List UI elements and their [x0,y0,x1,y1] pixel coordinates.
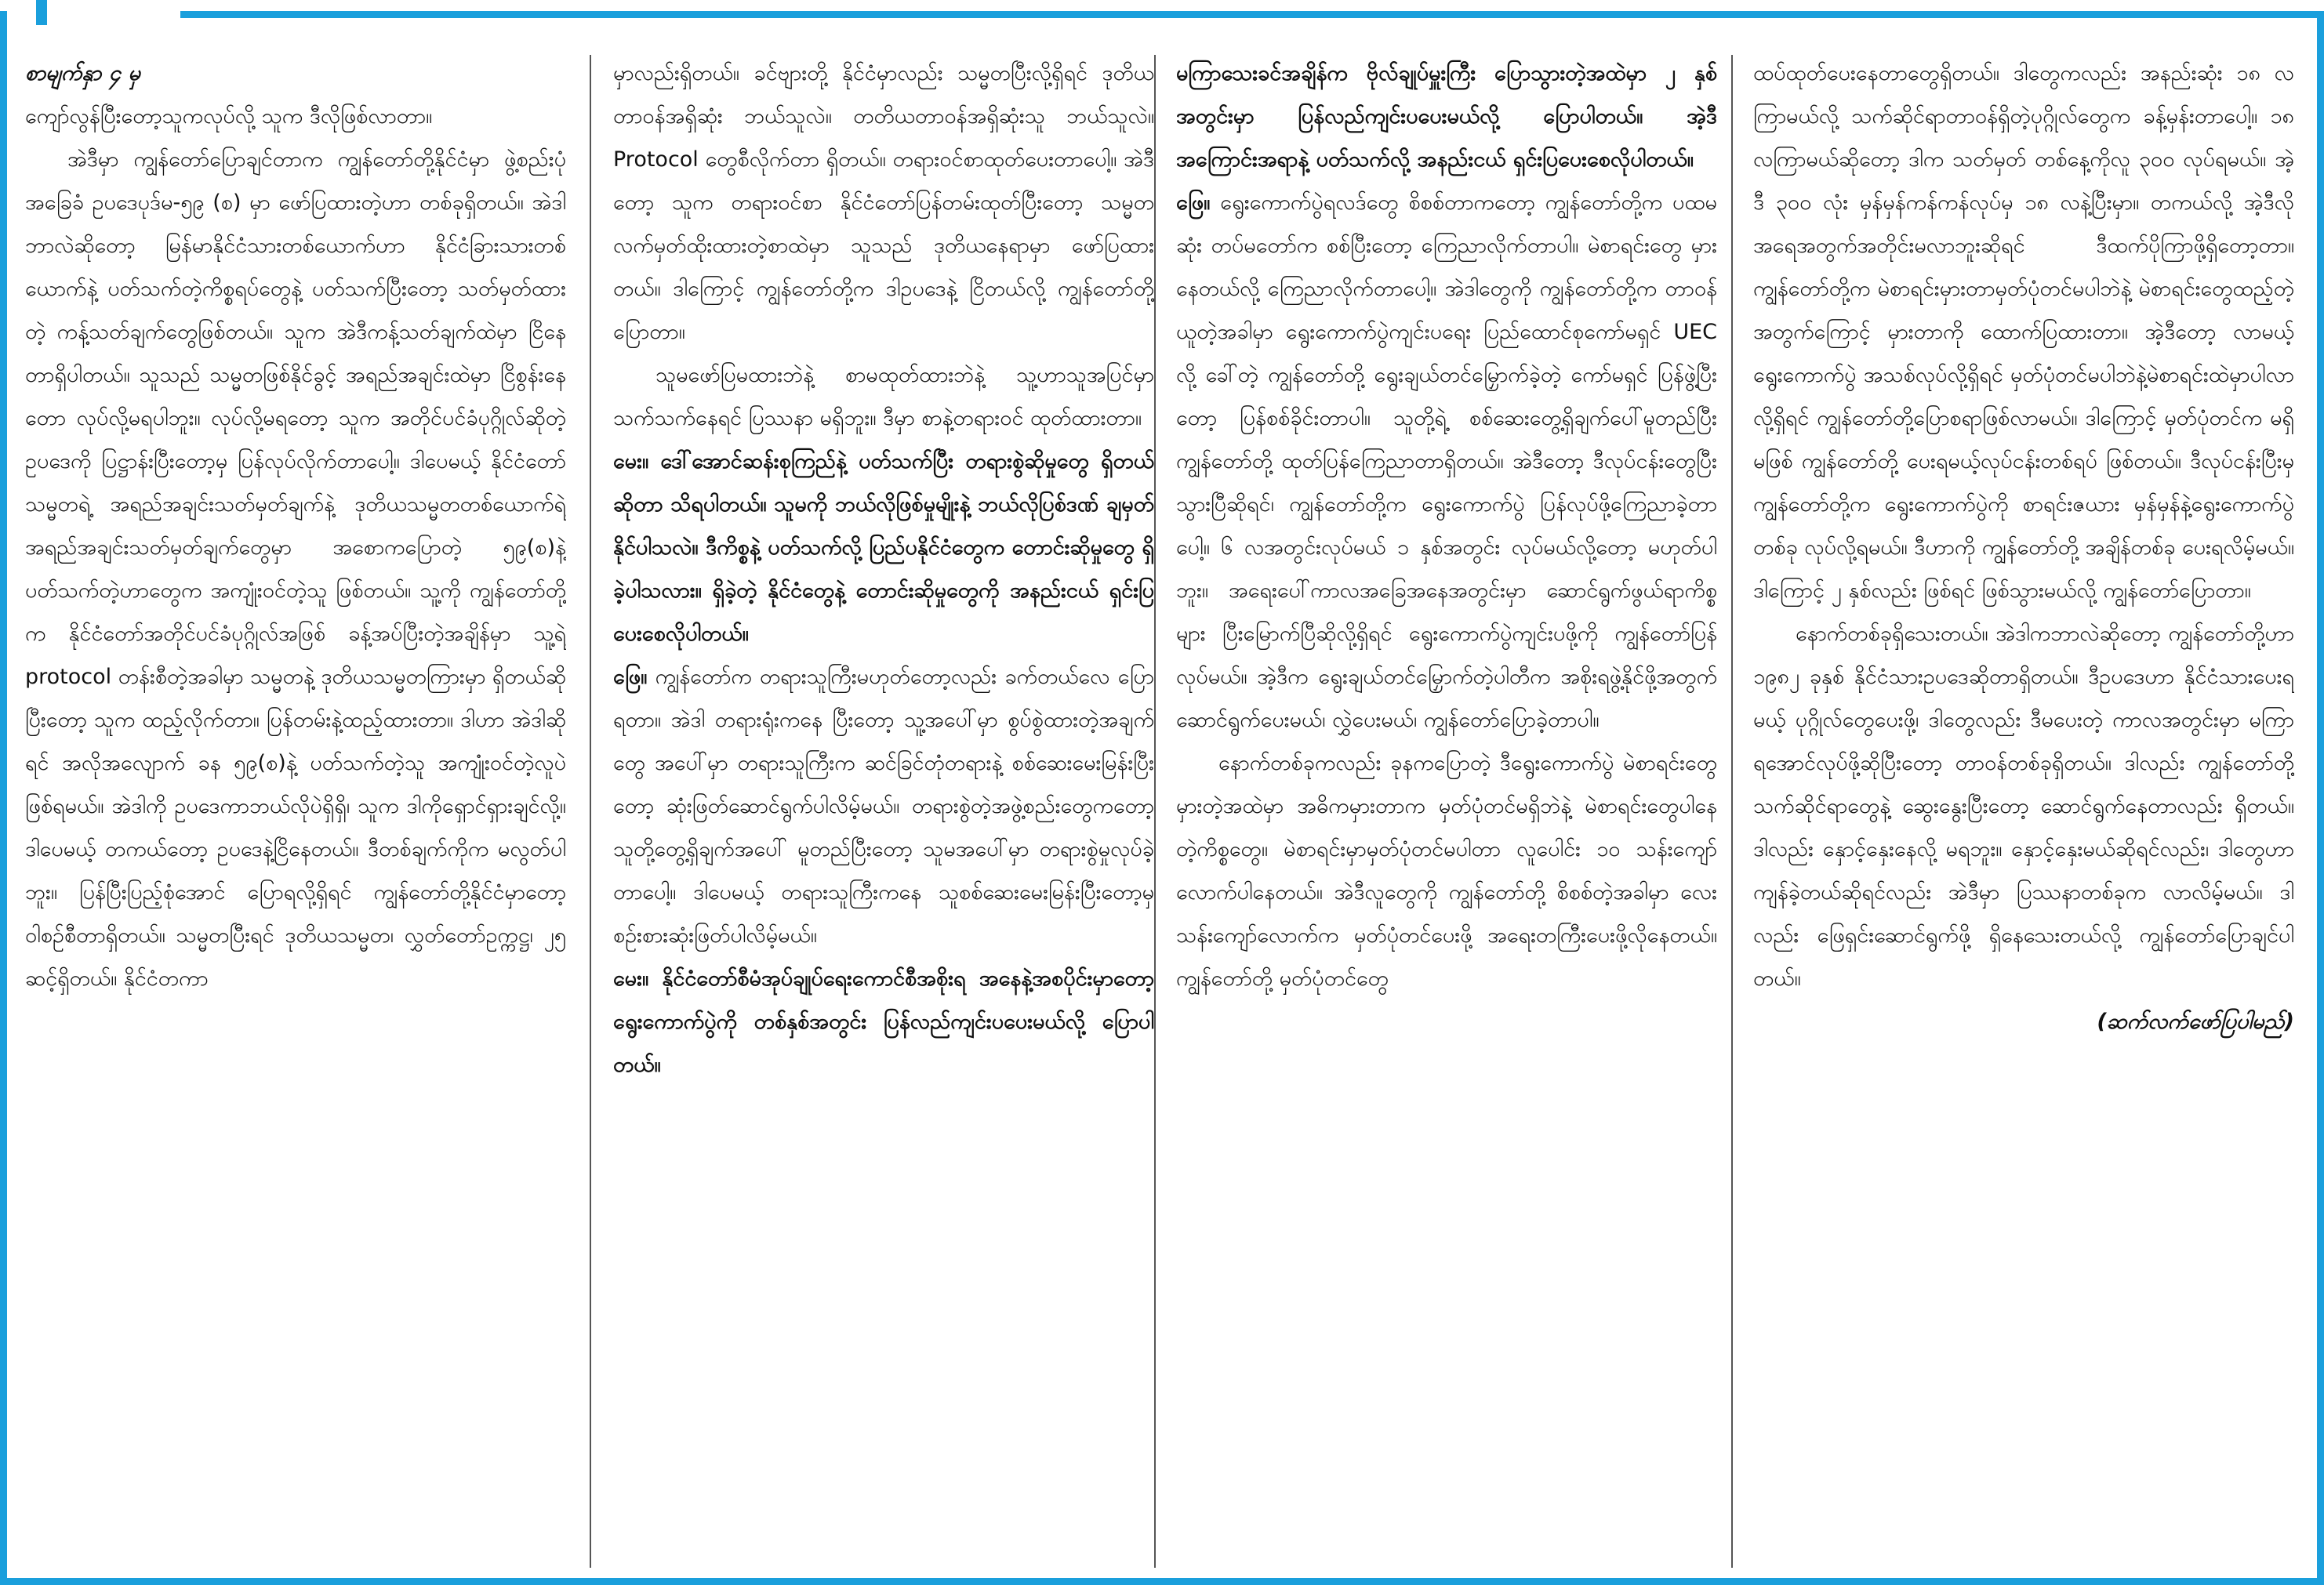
paragraph: သူမဖော်ပြမထားဘဲနဲ့ စာမထုတ်ထားဘဲနဲ့ သူ့ဟာသူအပြင်မှာ သက်သက်နေရင် ပြဿနာ မရှိဘူး။ ဒီမှာ စာနဲ့တရားဝင် ထုတ်ထားတာ။ [613,363,1154,430]
question-text: နိုင်ငံတော်စီမံအုပ်ချုပ်ရေးကောင်စီအစိုးရ အနေနဲ့အစပိုင်းမှာတော့ ရွေးကောက်ပွဲကို တစ်နှစ်အတွင်း ပြန်လည်ကျင်းပပေးမယ်လို့ ပြောပါတယ်။ [613,967,1154,1077]
paragraph: ထပ်ထုတ်ပေးနေတာတွေရှိတယ်။ ဒါတွေကလည်း အနည်းဆုံး ၁၈ လ ကြာမယ်လို့ သက်ဆိုင်ရာတာဝန်ရှိတဲ့ပုဂ္ဂိုလ်တွေက ခန့်မှန်းတာပေါ့။ ၁၈ လကြာမယ်ဆိုတော့ ဒါက သတ်မှတ် တစ်နေ့ကိုလူ ၃၀၀ လုပ်ရမယ်။ အဲ့ဒီ ၃၀၀ လုံး မှန်မှန်ကန်ကန်လုပ်မှ ၁၈ လနဲ့ပြီးမှာ။ တကယ်လို့ အဲ့ဒီလို အရေအတွက်အတိုင်းမလာဘူးဆိုရင် ဒီထက်ပိုကြာဖို့ရှိတော့တာ။ ကျွန်တော်တို့က မဲစာရင်းမှားတာမှတ်ပုံတင်မပါဘဲနဲ့ မဲစာရင်းတွေထည့်တဲ့အတွက်ကြောင့် မှားတာကို ထောက်ပြထားတာ။ အဲ့ဒီတော့ လာမယ့်ရွေးကောက်ပွဲ အသစ်လုပ်လို့ရှိရင် မှတ်ပုံတင်မပါဘဲနဲ့မဲစာရင်းထဲမှာပါလာလို့ရှိရင် ကျွန်တော်တို့ပြောစရာဖြစ်လာမယ်။ ဒါကြောင့် မှတ်ပုံတင်က မရှိမဖြစ် ကျွန်တော်တို့ ပေးရမယ့်လုပ်ငန်းတစ်ရပ် ဖြစ်တယ်။ ဒီလုပ်ငန်းပြီးမှ ကျွန်တော်တို့က ရွေးကောက်ပွဲကို စာရင်းဇယား မှန်မှန်နဲ့ရွေးကောက်ပွဲတစ်ခု လုပ်လို့ရမယ်။ ဒီဟာကို ကျွန်တော်တို့ အချိန်တစ်ခု ပေးရလိမ့်မယ်။ ဒါကြောင့် ၂ နှစ်လည်း ဖြစ်ရင် ဖြစ်သွားမယ်လို့ ကျွန်တော်ပြောတာ။ [1753,61,2294,603]
top-border-stub [36,0,47,25]
answer-text: ရွေးကောက်ပွဲရလဒ်တွေ စိစစ်တာကတော့ ကျွန်တော်တို့က ပထမဆုံး တပ်မတော်က စစ်ပြီးတော့ ကြေညာလိုက်တာပါ။ မဲစာရင်းတွေ မှားနေတယ်လို့ ကြေညာလိုက်တာပေါ့။ အဲဒါတွေကို ကျွန်တော်တို့က တာဝန်ယူတဲ့အခါမှာ ရွေးကောက်ပွဲကျင်းပရေး ပြည်ထောင်စုကော်မရှင် UEC လို့ ခေါ်တဲ့ ကျွန်တော်တို့ ရွေးချယ်တင်မြှောက်ခဲ့တဲ့ ကော်မရှင် ပြန်ဖွဲ့ပြီးတော့ ပြန်စစ်ခိုင်းတာပါ။ သူတို့ရဲ့ စစ်ဆေးတွေ့ရှိချက်ပေါ်မူတည်ပြီး ကျွန်တော်တို့ ထုတ်ပြန်ကြေညာတာရှိတယ်။ အဲဒီတော့ ဒီလုပ်ငန်းတွေပြီးသွားပြီဆိုရင်၊ ကျွန်တော်တို့က ရွေးကောက်ပွဲ ပြန်လုပ်ဖို့ကြေညာခဲ့တာပေါ့။ ၆ လအတွင်းလုပ်မယ် ၁ နှစ်အတွင်း လုပ်မယ်လို့တော့ မဟုတ်ပါဘူး။ အရေးပေါ်ကာလအခြေအနေအတွင်းမှာ ဆောင်ရွက်ဖွယ်ရာကိစ္စများ ပြီးမြောက်ပြီဆိုလို့ရှိရင် ရွေးကောက်ပွဲကျင်းပဖို့ကို ကျွန်တော်ပြန်လုပ်မယ်။ အဲ့ဒီက ရွေးချယ်တင်မြှောက်တဲ့ပါတီက အစိုးရဖွဲ့နိုင်ဖို့အတွက် ဆောင်ရွက်ပေးမယ်၊ လွှဲပေးမယ်၊ ကျွန်တော်ပြောခဲ့တာပါ။ [1176,190,1717,732]
question-continued: မကြာသေးခင်အချိန်က ဗိုလ်ချုပ်မှူးကြီး ပြောသွားတဲ့အထဲမှာ ၂ နှစ်အတွင်းမှာ ပြန်လည်ကျင်းပပေးမယ်လို့ ပြောပါတယ်။ အဲ့ဒီ အကြောင်းအရာနဲ့ ပတ်သက်လို့ အနည်းငယ် ရှင်းပြပေးစေလိုပါတယ်။ [1176,61,1717,172]
right-border [2317,11,2324,1585]
column-2 [613,52,1154,1565]
column-1 [25,52,566,1565]
question-label: မေး။ [613,449,649,473]
question-label: မေး။ [613,967,649,991]
column-divider [1154,55,1156,1568]
continued-from-heading: စာမျက်နှာ ၄ မှ [25,61,140,85]
column-divider [1731,55,1733,1568]
paragraph: နောက်တစ်ခုကလည်း ခုနကပြောတဲ့ ဒီရွေးကောက်ပွဲ မဲစာရင်းတွေမှားတဲ့အထဲမှာ အဓိကမှားတာက မှတ်ပုံတင်မရှိဘဲနဲ့ မဲစာရင်းတွေပါနေတဲ့ကိစ္စတွေ။ မဲစာရင်းမှာမှတ်ပုံတင်မပါတာ လူပေါင်း ၁၀ သန်းကျော်လောက်ပါနေတယ်။ အဲဒီလူတွေကို ကျွန်တော်တို့ စိစစ်တဲ့အခါမှာ လေးသန်းကျော်လောက်က မှတ်ပုံတင်ပေးဖို့ အရေးတကြီးပေးဖို့လိုနေတယ်။ ကျွန်တော်တို့ မှတ်ပုံတင်တွေ [1176,751,1717,991]
question-paragraph [613,957,1154,1086]
top-border [180,11,2324,18]
answer-label: ဖြေ။ [613,665,648,689]
to-be-continued: (ဆက်လက်ဖော်ပြပါမည်) [2097,1010,2294,1034]
question-text: ဒေါ်အောင်ဆန်းစုကြည်နဲ့ ပတ်သက်ပြီး တရားစွဲဆိုမှုတွေ ရှိတယ်ဆိုတာ သိရပါတယ်။ သူမကို ဘယ်လိုဖြစ်မှုမျိုးနဲ့ ဘယ်လိုပြစ်ဒဏ် ချမှတ်နိုင်ပါသလဲ။ ဒီကိစ္စနဲ့ ပတ်သက်လို့ ပြည်ပနိုင်ငံတွေက တောင်းဆိုမှုတွေ ရှိခဲ့ပါသလား။ ရှိခဲ့တဲ့ နိုင်ငံတွေနဲ့ တောင်းဆိုမှုတွေကို အနည်းငယ် ရှင်းပြပေးစေလိုပါတယ်။ [613,449,1154,646]
left-border [0,11,7,1585]
paragraph: အဲဒီမှာ ကျွန်တော်ပြောချင်တာက ကျွန်တော်တို့နိုင်ငံမှာ ဖွဲ့စည်းပုံအခြေခံ ဥပဒေပုဒ်မ-၅၉ (စ) မှာ ဖော်ပြထားတဲ့ဟာ တစ်ခုရှိတယ်။ အဲဒါ ဘာလဲဆိုတော့ မြန်မာနိုင်ငံသားတစ်ယောက်ဟာ နိုင်ငံခြားသားတစ်ယောက်နဲ့ ပတ်သက်တဲ့ကိစ္စရပ်တွေနဲ့ ပတ်သက်ပြီးတော့ သတ်မှတ်ထားတဲ့ ကန့်သတ်ချက်တွေဖြစ်တယ်။ သူက အဲဒီကန့်သတ်ချက်ထဲမှာ ငြိနေတာရှိပါတယ်။ သူသည် သမ္မတဖြစ်နိုင်ခွင့် အရည်အချင်းထဲမှာ ငြိစွန်းနေတော လုပ်လို့မရပါဘူး။ လုပ်လို့မရတော့ သူက အတိုင်ပင်ခံပုဂ္ဂိုလ်ဆိုတဲ့ဥပဒေကို ပြဋ္ဌာန်းပြီးတော့မှ ပြန်လုပ်လိုက်တာပေါ့။ ဒါပေမယ့် နိုင်ငံတော်သမ္မတရဲ့ အရည်အချင်းသတ်မှတ်ချက်နဲ့ ဒုတိယသမ္မတတစ်ယောက်ရဲ့ အရည်အချင်းသတ်မှတ်ချက်တွေမှာ အစောကပြောတဲ့ ၅၉(စ)နဲ့ ပတ်သက်တဲ့ဟာတွေက အကျုံးဝင်တဲ့သူ ဖြစ်တယ်။ သူ့ကို ကျွန်တော်တို့က နိုင်ငံတော်အတိုင်ပင်ခံပုဂ္ဂိုလ်အဖြစ် ခန့်အပ်ပြီးတဲ့အချိန်မှာ သူ့ရဲ့ protocol တန်းစီတဲ့အခါမှာ သမ္မတနဲ့ ဒုတိယသမ္မတကြားမှာ ရှိတယ်ဆိုပြီးတော့ သူက ထည့်လိုက်တာ။ ပြန်တမ်းနဲ့ထည့်ထားတာ။ ဒါဟာ အဲဒါဆိုရင် အလိုအလျောက် ခန ၅၉(စ)နဲ့ ပတ်သက်တဲ့သူ အကျုံးဝင်တဲ့လူပဲ ဖြစ်ရမယ်။ အဲဒါကို ဥပဒေကာဘယ်လိုပဲရှိရှိ၊ သူက ဒါကိုရှောင်ရှားချင်လို့။ ဒါပေမယ့် တကယ်တော့ ဥပဒေနဲ့ငြိနေတယ်။ ဒီတစ်ချက်ကိုက မလွတ်ပါဘူး။ ပြန်ပြီးပြည့်စုံအောင် ပြောရလို့ရှိရင် ကျွန်တော်တို့နိုင်ငံမှာတော့ ဝါစဉ်စီတာရှိတယ်။ သမ္မတပြီးရင် ဒုတိယသမ္မတ၊ လွှတ်တော်ဥက္ကဋ္ဌ၊ ၂၅ ဆင့်ရှိတယ်။ နိုင်ငံတကာ [25,147,566,991]
column-divider [590,55,591,1568]
column-4 [1753,52,2294,1565]
answer-text: ကျွန်တော်က တရားသူကြီးမဟုတ်တော့လည်း ခက်တယ်လေ ပြောရတာ။ အဲဒါ တရားရုံးကနေ ပြီးတော့ သူ့အပေါ်မှာ စွပ်စွဲထားတဲ့အချက်တွေ အပေါ်မှာ တရားသူကြီးက ဆင်ခြင်တုံတရားနဲ့ စစ်ဆေးမေးမြန်းပြီးတော့ ဆုံးဖြတ်ဆောင်ရွက်ပါလိမ့်မယ်။ တရားစွဲတဲ့အဖွဲ့စည်းတွေကတော့ သူတို့တွေ့ရှိချက်အပေါ် မူတည်ပြီးတော့ သူမအပေါ်မှာ တရားစွဲမှုလုပ်ခဲ့တာပေါ့။ ဒါပေမယ့် တရားသူကြီးကနေ သူစစ်ဆေးမေးမြန်းပြီးတော့မှ စဉ်းစားဆုံးဖြတ်ပါလိမ့်မယ်။ [613,665,1154,948]
answer-paragraph [1176,181,1717,742]
paragraph: ကျော်လွန်ပြီးတော့သူကလုပ်လို့ သူက ဒီလိုဖြစ်လာတာ။ [25,104,433,129]
bottom-border [0,1578,2324,1585]
paragraph: နောက်တစ်ခုရှိသေးတယ်။ အဲဒါကဘာလဲဆိုတော့ ကျွန်တော်တို့ဟာ ၁၉၈၂ ခုနှစ် နိုင်ငံသားဥပဒေဆိုတာရှိတယ်။ ဒီဥပဒေဟာ နိုင်ငံသားပေးရမယ့် ပုဂ္ဂိုလ်တွေပေးဖို့၊ ဒါတွေလည်း ဒီမပေးတဲ့ ကာလအတွင်းမှာ မကြာရအောင်လုပ်ဖို့ဆိုပြီးတော့ တာဝန်တစ်ခုရှိတယ်။ ဒါလည်း ကျွန်တော်တို့ သက်ဆိုင်ရာတွေနဲ့ ဆွေးနွေးပြီးတော့ ဆောင်ရွက်နေတာလည်း ရှိတယ်။ ဒါလည်း နှောင့်နှေးနေလို့ မရဘူး။ နှောင့်နှေးမယ်ဆိုရင်လည်း၊ ဒါတွေဟာ ကျန်ခဲ့တယ်ဆိုရင်လည်း အဲဒီမှာ ပြဿနာတစ်ခုက လာလိမ့်မယ်။ ဒါလည်း ဖြေရှင်းဆောင်ရွက်ဖို့ ရှိနေသေးတယ်လို့ ကျွန်တော်ပြောချင်ပါတယ်။ [1753,622,2294,991]
answer-paragraph [613,655,1154,957]
answer-label: ဖြေ။ [1176,190,1211,215]
paragraph: မှာလည်းရှိတယ်။ ခင်ဗျားတို့ နိုင်ငံမှာလည်း သမ္မတပြီးလို့ရှိရင် ဒုတိယတာဝန်အရှိဆုံး ဘယ်သူလဲ။ တတိယတာဝန်အရှိဆုံးသူ ဘယ်သူလဲ။ Protocol တွေစီလိုက်တာ ရှိတယ်။ တရားဝင်စာထုတ်ပေးတာပေါ့။ အဲဒီတော့ သူက တရားဝင်စာ နိုင်ငံတော်ပြန်တမ်းထုတ်ပြီးတော့ သမ္မတလက်မှတ်ထိုးထားတဲ့စာထဲမှာ သူသည် ဒုတိယနေရာမှာ ဖော်ပြထားတယ်။ ဒါကြောင့် ကျွန်တော်တို့က ဒါဥပဒေနဲ့ ငြိတယ်လို့ ကျွန်တော်တို့ ပြောတာ။ [613,61,1154,344]
column-3 [1176,52,1717,1565]
question-paragraph [613,440,1154,655]
